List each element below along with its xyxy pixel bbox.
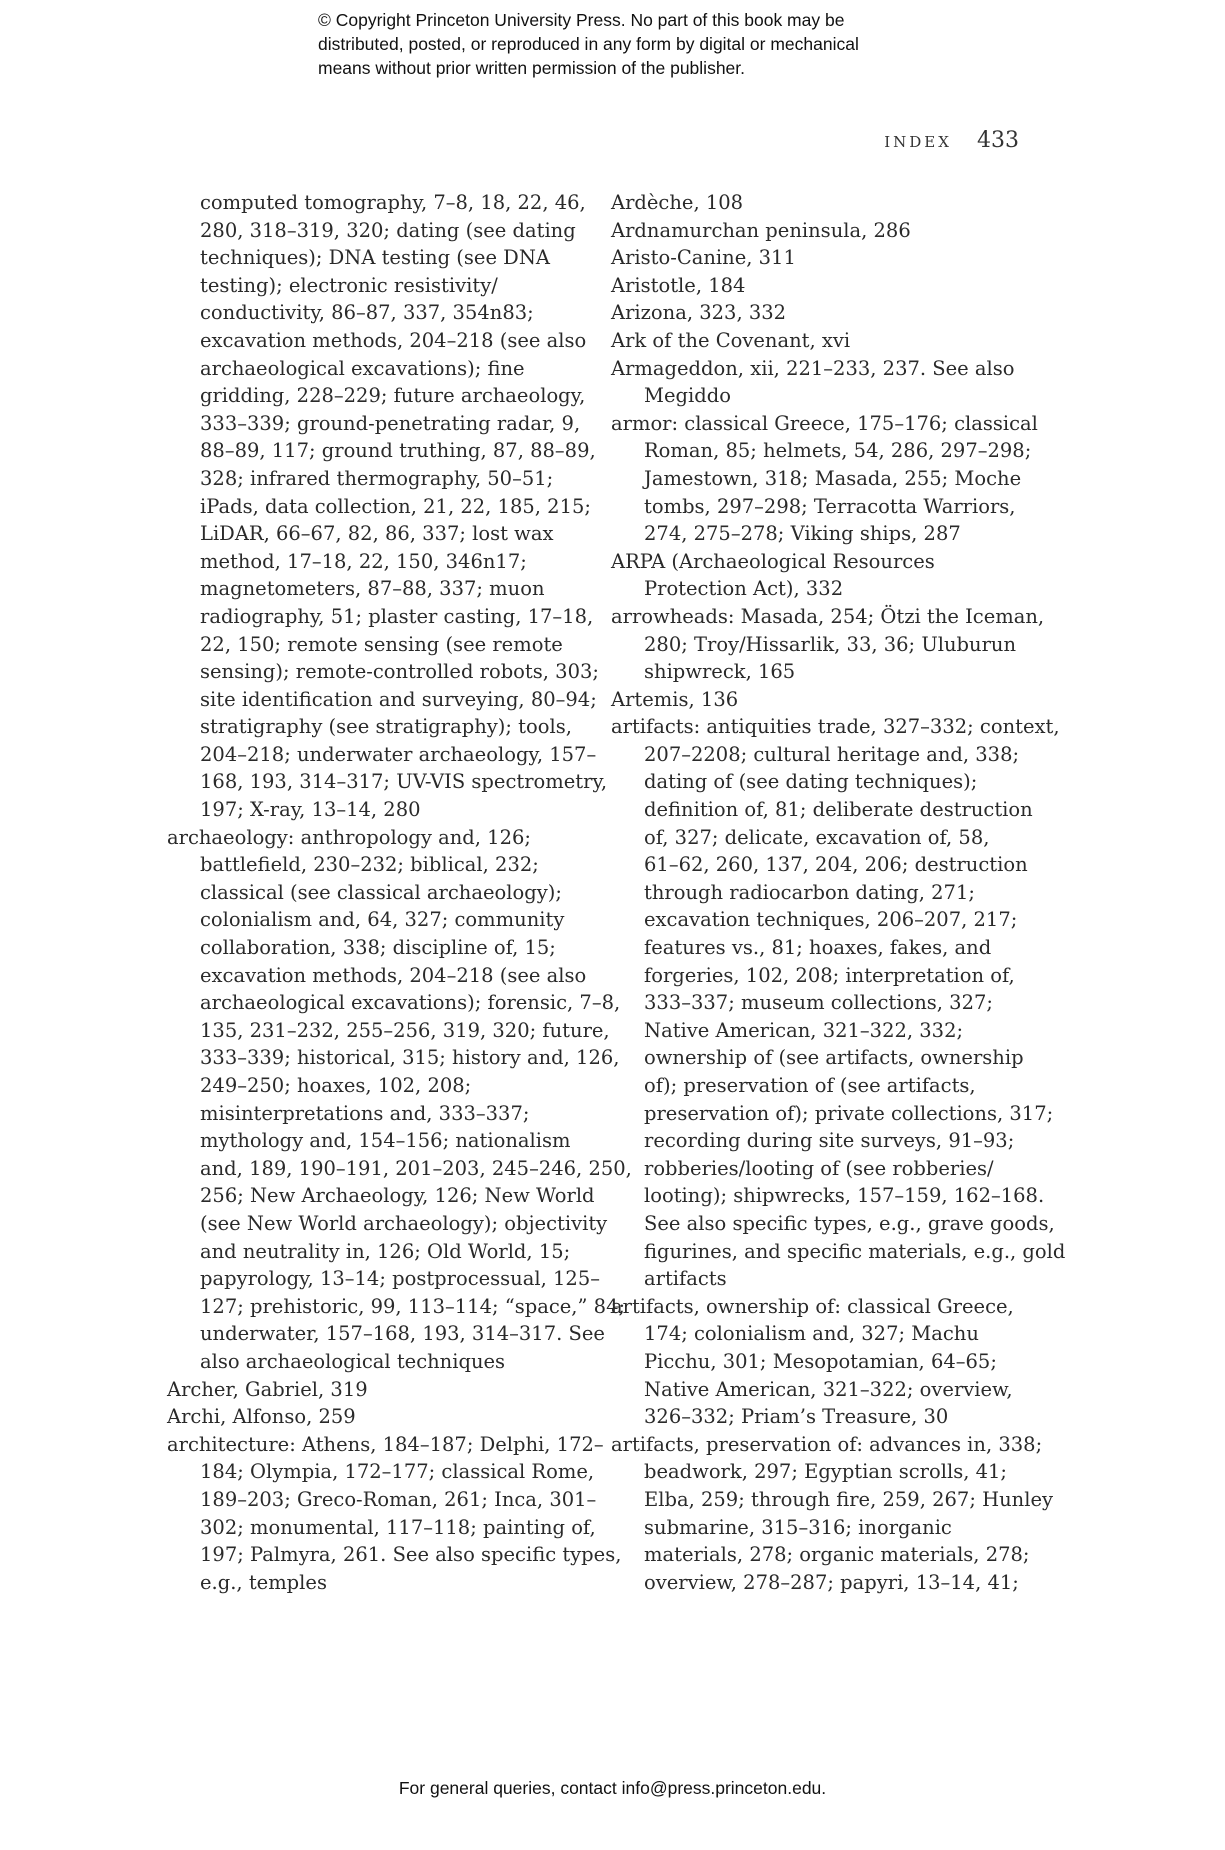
- index-line: submarine, 315–316; inorganic: [644, 1515, 952, 1539]
- index-line: 197; Palmyra, 261. See also specific types,: [200, 1543, 622, 1567]
- index-line: recording during site surveys, 91–93;: [644, 1129, 1015, 1153]
- index-line: robberies/looting of (see robberies/: [644, 1156, 994, 1180]
- index-column-left: [167, 189, 632, 1596]
- index-line: forgeries, 102, 208; interpretation of,: [644, 963, 1015, 987]
- index-line: 189–203; Greco-Roman, 261; Inca, 301–: [200, 1487, 597, 1511]
- index-line: 333–339; ground-penetrating radar, 9,: [200, 411, 581, 435]
- index-line: 280, 318–319, 320; dating (see dating: [200, 218, 576, 242]
- index-line: tombs, 297–298; Terracotta Warriors,: [644, 494, 1016, 518]
- copyright-line: means without prior written permission of the publisher.: [318, 58, 746, 78]
- index-line: papyrology, 13–14; postprocessual, 125–: [200, 1267, 600, 1291]
- index-line: computed tomography, 7–8, 18, 22, 46,: [200, 191, 586, 214]
- index-line: Roman, 85; helmets, 54, 286, 297–298;: [644, 439, 1032, 463]
- index-line: magnetometers, 87–88, 337; muon: [200, 577, 545, 601]
- index-line: excavation techniques, 206–207, 217;: [644, 908, 1018, 932]
- index-line: 184; Olympia, 172–177; classical Rome,: [200, 1460, 595, 1484]
- index-line: artifacts: [644, 1267, 727, 1291]
- index-line: architecture: Athens, 184–187; Delphi, 172–: [167, 1432, 604, 1456]
- index-line: (see New World archaeology); objectivity: [200, 1211, 608, 1235]
- index-line: 61–62, 260, 137, 204, 206; destruction: [644, 853, 1028, 877]
- index-line: Megiddo: [644, 384, 731, 408]
- index-line: 256; New Archaeology, 126; New World: [200, 1184, 595, 1208]
- index-line: Ardnamurchan peninsula, 286: [611, 218, 911, 242]
- footer-contact: For general queries, contact info@press.princeton.edu.: [398, 1778, 827, 1798]
- index-line: also archaeological techniques: [200, 1349, 506, 1373]
- index-line: artifacts, ownership of: classical Greece,: [611, 1294, 1014, 1318]
- running-head: [884, 128, 1019, 153]
- index-line: Native American, 321–322, 332;: [644, 1018, 964, 1042]
- index-line: See also specific types, e.g., grave goods,: [644, 1211, 1055, 1235]
- copyright-line: © Copyright Princeton University Press. No part of this book may be: [318, 10, 845, 30]
- index-line: through radiocarbon dating, 271;: [644, 880, 975, 904]
- index-line: Archer, Gabriel, 319: [167, 1377, 368, 1401]
- index-line: Protection Act), 332: [644, 577, 844, 601]
- page-number: 433: [977, 128, 1019, 153]
- index-line: armor: classical Greece, 175–176; classical: [611, 411, 1038, 435]
- copyright-line: distributed, posted, or reproduced in any form by digital or mechanical: [318, 34, 859, 54]
- index-line: 280; Troy/Hissarlik, 33, 36; Uluburun: [644, 632, 1017, 656]
- index-line: beadwork, 297; Egyptian scrolls, 41;: [644, 1460, 1008, 1484]
- index-line: e.g., temples: [200, 1570, 327, 1594]
- index-line: gridding, 228–229; future archaeology,: [200, 384, 586, 408]
- index-line: 22, 150; remote sensing (see remote: [200, 632, 563, 656]
- index-line: excavation methods, 204–218 (see also: [200, 963, 587, 987]
- index-line: 135, 231–232, 255–256, 319, 320; future,: [200, 1018, 610, 1042]
- index-line: shipwreck, 165: [644, 660, 796, 684]
- index-line: 168, 193, 314–317; UV-VIS spectrometry,: [200, 770, 608, 794]
- index-line: materials, 278; organic materials, 278;: [644, 1543, 1030, 1567]
- index-line: collaboration, 338; discipline of, 15;: [200, 936, 556, 960]
- index-line: colonialism and, 64, 327; community: [200, 908, 565, 932]
- index-line: Picchu, 301; Mesopotamian, 64–65;: [644, 1349, 997, 1373]
- index-column-right: [611, 189, 1066, 1596]
- index-line: features vs., 81; hoaxes, fakes, and: [644, 936, 992, 960]
- index-line: 274, 275–278; Viking ships, 287: [644, 522, 961, 546]
- index-line: figurines, and specific materials, e.g., gold: [644, 1239, 1066, 1263]
- index-line: and, 189, 190–191, 201–203, 245–246, 250,: [200, 1156, 632, 1180]
- index-line: battlefield, 230–232; biblical, 232;: [200, 853, 539, 877]
- index-line: Aristo-Canine, 311: [611, 246, 796, 270]
- index-line: conductivity, 86–87, 337, 354n83;: [200, 301, 534, 325]
- index-line: 197; X-ray, 13–14, 280: [200, 798, 421, 822]
- index-line: 333–337; museum collections, 327;: [644, 991, 993, 1015]
- index-line: artifacts, preservation of: advances in, 338;: [611, 1432, 1043, 1456]
- index-line: 249–250; hoaxes, 102, 208;: [200, 1074, 472, 1097]
- index-line: mythology and, 154–156; nationalism: [200, 1129, 571, 1153]
- index-line: site identification and surveying, 80–94;: [200, 687, 597, 711]
- index-line: iPads, data collection, 21, 22, 185, 215;: [200, 494, 591, 518]
- copyright-notice: [318, 8, 958, 80]
- index-line: 328; infrared thermography, 50–51;: [200, 466, 554, 490]
- index-line: classical (see classical archaeology);: [200, 880, 562, 904]
- index-line: stratigraphy (see stratigraphy); tools,: [200, 715, 572, 739]
- index-line: 207–2208; cultural heritage and, 338;: [644, 742, 1020, 766]
- index-line: Archi, Alfonso, 259: [167, 1405, 356, 1429]
- index-line: Ark of the Covenant, xvi: [611, 328, 851, 352]
- index-line: dating of (see dating techniques);: [644, 770, 978, 794]
- index-line: looting); shipwrecks, 157–159, 162–168.: [644, 1184, 1045, 1208]
- index-line: overview, 278–287; papyri, 13–14, 41;: [644, 1570, 1019, 1594]
- index-line: 127; prehistoric, 99, 113–114; “space,” 84;: [200, 1294, 626, 1318]
- index-line: excavation methods, 204–218 (see also: [200, 328, 587, 352]
- index-line: sensing); remote-controlled robots, 303;: [200, 660, 599, 684]
- index-line: archaeological excavations); fine: [200, 356, 525, 380]
- index-line: preservation of); private collections, 317;: [644, 1101, 1054, 1125]
- index-line: Elba, 259; through fire, 259, 267; Hunley: [644, 1487, 1054, 1511]
- index-line: Native American, 321–322; overview,: [644, 1377, 1013, 1401]
- index-line: archaeological excavations); forensic, 7–8,: [200, 991, 621, 1015]
- index-line: and neutrality in, 126; Old World, 15;: [200, 1239, 571, 1263]
- index-line: Artemis, 136: [611, 687, 739, 711]
- index-line: 88–89, 117; ground truthing, 87, 88–89,: [200, 439, 596, 463]
- index-line: 326–332; Priam’s Treasure, 30: [644, 1405, 949, 1429]
- index-line: 204–218; underwater archaeology, 157–: [200, 742, 597, 766]
- index-line: of); preservation of (see artifacts,: [644, 1074, 976, 1097]
- index-line: definition of, 81; deliberate destruction: [644, 798, 1033, 822]
- index-line: artifacts: antiquities trade, 327–332; context,: [611, 715, 1060, 739]
- index-line: of, 327; delicate, excavation of, 58,: [644, 825, 990, 849]
- index-line: method, 17–18, 22, 150, 346n17;: [200, 549, 527, 573]
- index-line: Armageddon, xii, 221–233, 237. See also: [611, 356, 1015, 380]
- index-line: 333–339; historical, 315; history and, 126,: [200, 1046, 620, 1070]
- section-label: INDEX: [884, 133, 952, 151]
- index-line: underwater, 157–168, 193, 314–317. See: [200, 1322, 605, 1346]
- index-line: arrowheads: Masada, 254; Ötzi the Iceman,: [611, 604, 1045, 628]
- index-line: LiDAR, 66–67, 82, 86, 337; lost wax: [200, 522, 554, 546]
- index-line: techniques); DNA testing (see DNA: [200, 246, 550, 270]
- index-line: ARPA (Archaeological Resources: [611, 549, 935, 573]
- index-line: radiography, 51; plaster casting, 17–18,: [200, 604, 594, 628]
- index-line: Ardèche, 108: [611, 191, 744, 214]
- index-line: testing); electronic resistivity/: [200, 273, 498, 297]
- index-line: archaeology: anthropology and, 126;: [167, 825, 531, 849]
- index-line: Aristotle, 184: [611, 273, 746, 297]
- index-line: Arizona, 323, 332: [611, 301, 787, 325]
- index-line: Jamestown, 318; Masada, 255; Moche: [644, 466, 1022, 490]
- index-line: misinterpretations and, 333–337;: [200, 1101, 530, 1125]
- index-line: ownership of (see artifacts, ownership: [644, 1046, 1024, 1070]
- index-line: 174; colonialism and, 327; Machu: [644, 1322, 979, 1346]
- index-line: 302; monumental, 117–118; painting of,: [200, 1515, 596, 1539]
